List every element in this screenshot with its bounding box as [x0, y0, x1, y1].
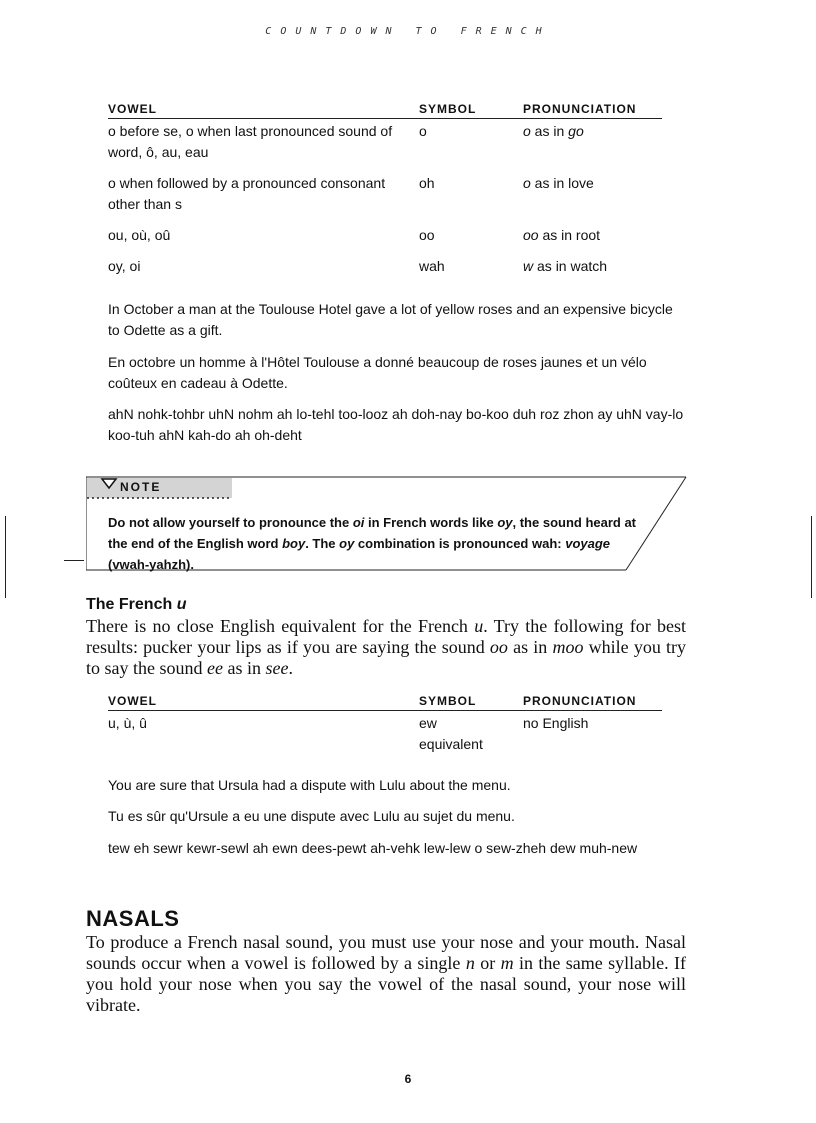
symbol-cell: ew equivalent [419, 715, 483, 752]
table-row [108, 173, 662, 225]
section-heading-u: The French u [86, 596, 187, 613]
table-row [108, 713, 662, 757]
vowel-cell: ou, où, oû [108, 227, 171, 243]
pronunciation-cell: no English [523, 715, 589, 731]
symbol-cell: o [419, 123, 427, 139]
pronunciation-cell: w as in watch [523, 258, 608, 274]
example-french: Tu es sûr qu'Ursule a eu une dispute avec Lulu au sujet du menu. [108, 808, 515, 824]
example-english: In October a man at the Toulouse Hotel gave a lot of yellow roses and an expensive bicycle to Odette as a gift. [108, 301, 673, 338]
crop-mark-left [5, 516, 6, 598]
symbol-cell: oo [419, 227, 435, 243]
pronunciation-cell: o as in go [523, 123, 584, 139]
vowel-cell: oy, oi [108, 258, 141, 274]
symbol-cell: oh [419, 175, 435, 191]
section-heading-nasals: NASALS [86, 906, 180, 931]
header-vowel: VOWEL [108, 102, 157, 116]
vowel-cell: o before se, o when last pronounced sound of word, ô, au, eau [108, 123, 393, 160]
example-phonetic: ahN nohk-tohbr uhN nohm ah lo-tehl too-looz ah doh-nay bo-koo duh roz zhon ay uhN vay-lo koo-tuh ahN kah-do ah oh-deht [108, 406, 684, 443]
note-text: Do not allow yourself to pronounce the oi in French words like oy, the sound heard at the end of the English word boy. The oy combination is pronounced wah: voyage (vwah-yahzh). [108, 515, 637, 572]
table-header [108, 694, 662, 711]
table-header [108, 102, 662, 119]
running-head: COUNTDOWN TO FRENCH [265, 26, 551, 37]
nasals-paragraph: To produce a French nasal sound, you must use your nose and your mouth. Nasal sounds occur when a vowel is followed by a single n or m in the same syllable. If you hold your nose when you say the vowel of the nasal sound, your nose will vibrate. [86, 932, 687, 1015]
header-symbol: SYMBOL [419, 694, 477, 708]
header-pronunciation: PRONUNCIATION [523, 694, 637, 708]
section-u-paragraph: There is no close English equivalent for the French u. Try the following for best results: pucker your lips as if you are saying the sound oo as in moo while you try to say the sound ee as in see. [86, 616, 686, 678]
pronunciation-cell: o as in love [523, 175, 594, 191]
header-vowel: VOWEL [108, 694, 157, 708]
page-number: 6 [404, 1072, 412, 1086]
vowel-cell: u, ù, û [108, 715, 147, 731]
pronunciation-cell: oo as in root [523, 227, 601, 243]
crop-mark-right [811, 516, 812, 598]
example-english: You are sure that Ursula had a dispute with Lulu about the menu. [108, 777, 511, 793]
vowel-table-u [108, 694, 662, 755]
header-pronunciation: PRONUNCIATION [523, 102, 637, 116]
note-box [86, 476, 686, 570]
table-row [108, 225, 662, 256]
vowel-table-o [108, 102, 662, 285]
vowel-cell: o when followed by a pronounced consonant other than s [108, 175, 386, 212]
header-symbol: SYMBOL [419, 102, 477, 116]
example-phonetic: tew eh sewr kewr-sewl ah ewn dees-pewt ah-vehk lew-lew o sew-zheh dew muh-new [108, 840, 638, 856]
note-label: NOTE [120, 480, 162, 494]
table-row [108, 121, 662, 173]
table-row [108, 256, 662, 287]
crop-mark-horizontal [64, 560, 84, 561]
example-french: En octobre un homme à l'Hôtel Toulouse a donné beaucoup de roses jaunes et un vélo coûteux en cadeau à Odette. [108, 354, 647, 391]
symbol-cell: wah [419, 258, 445, 274]
